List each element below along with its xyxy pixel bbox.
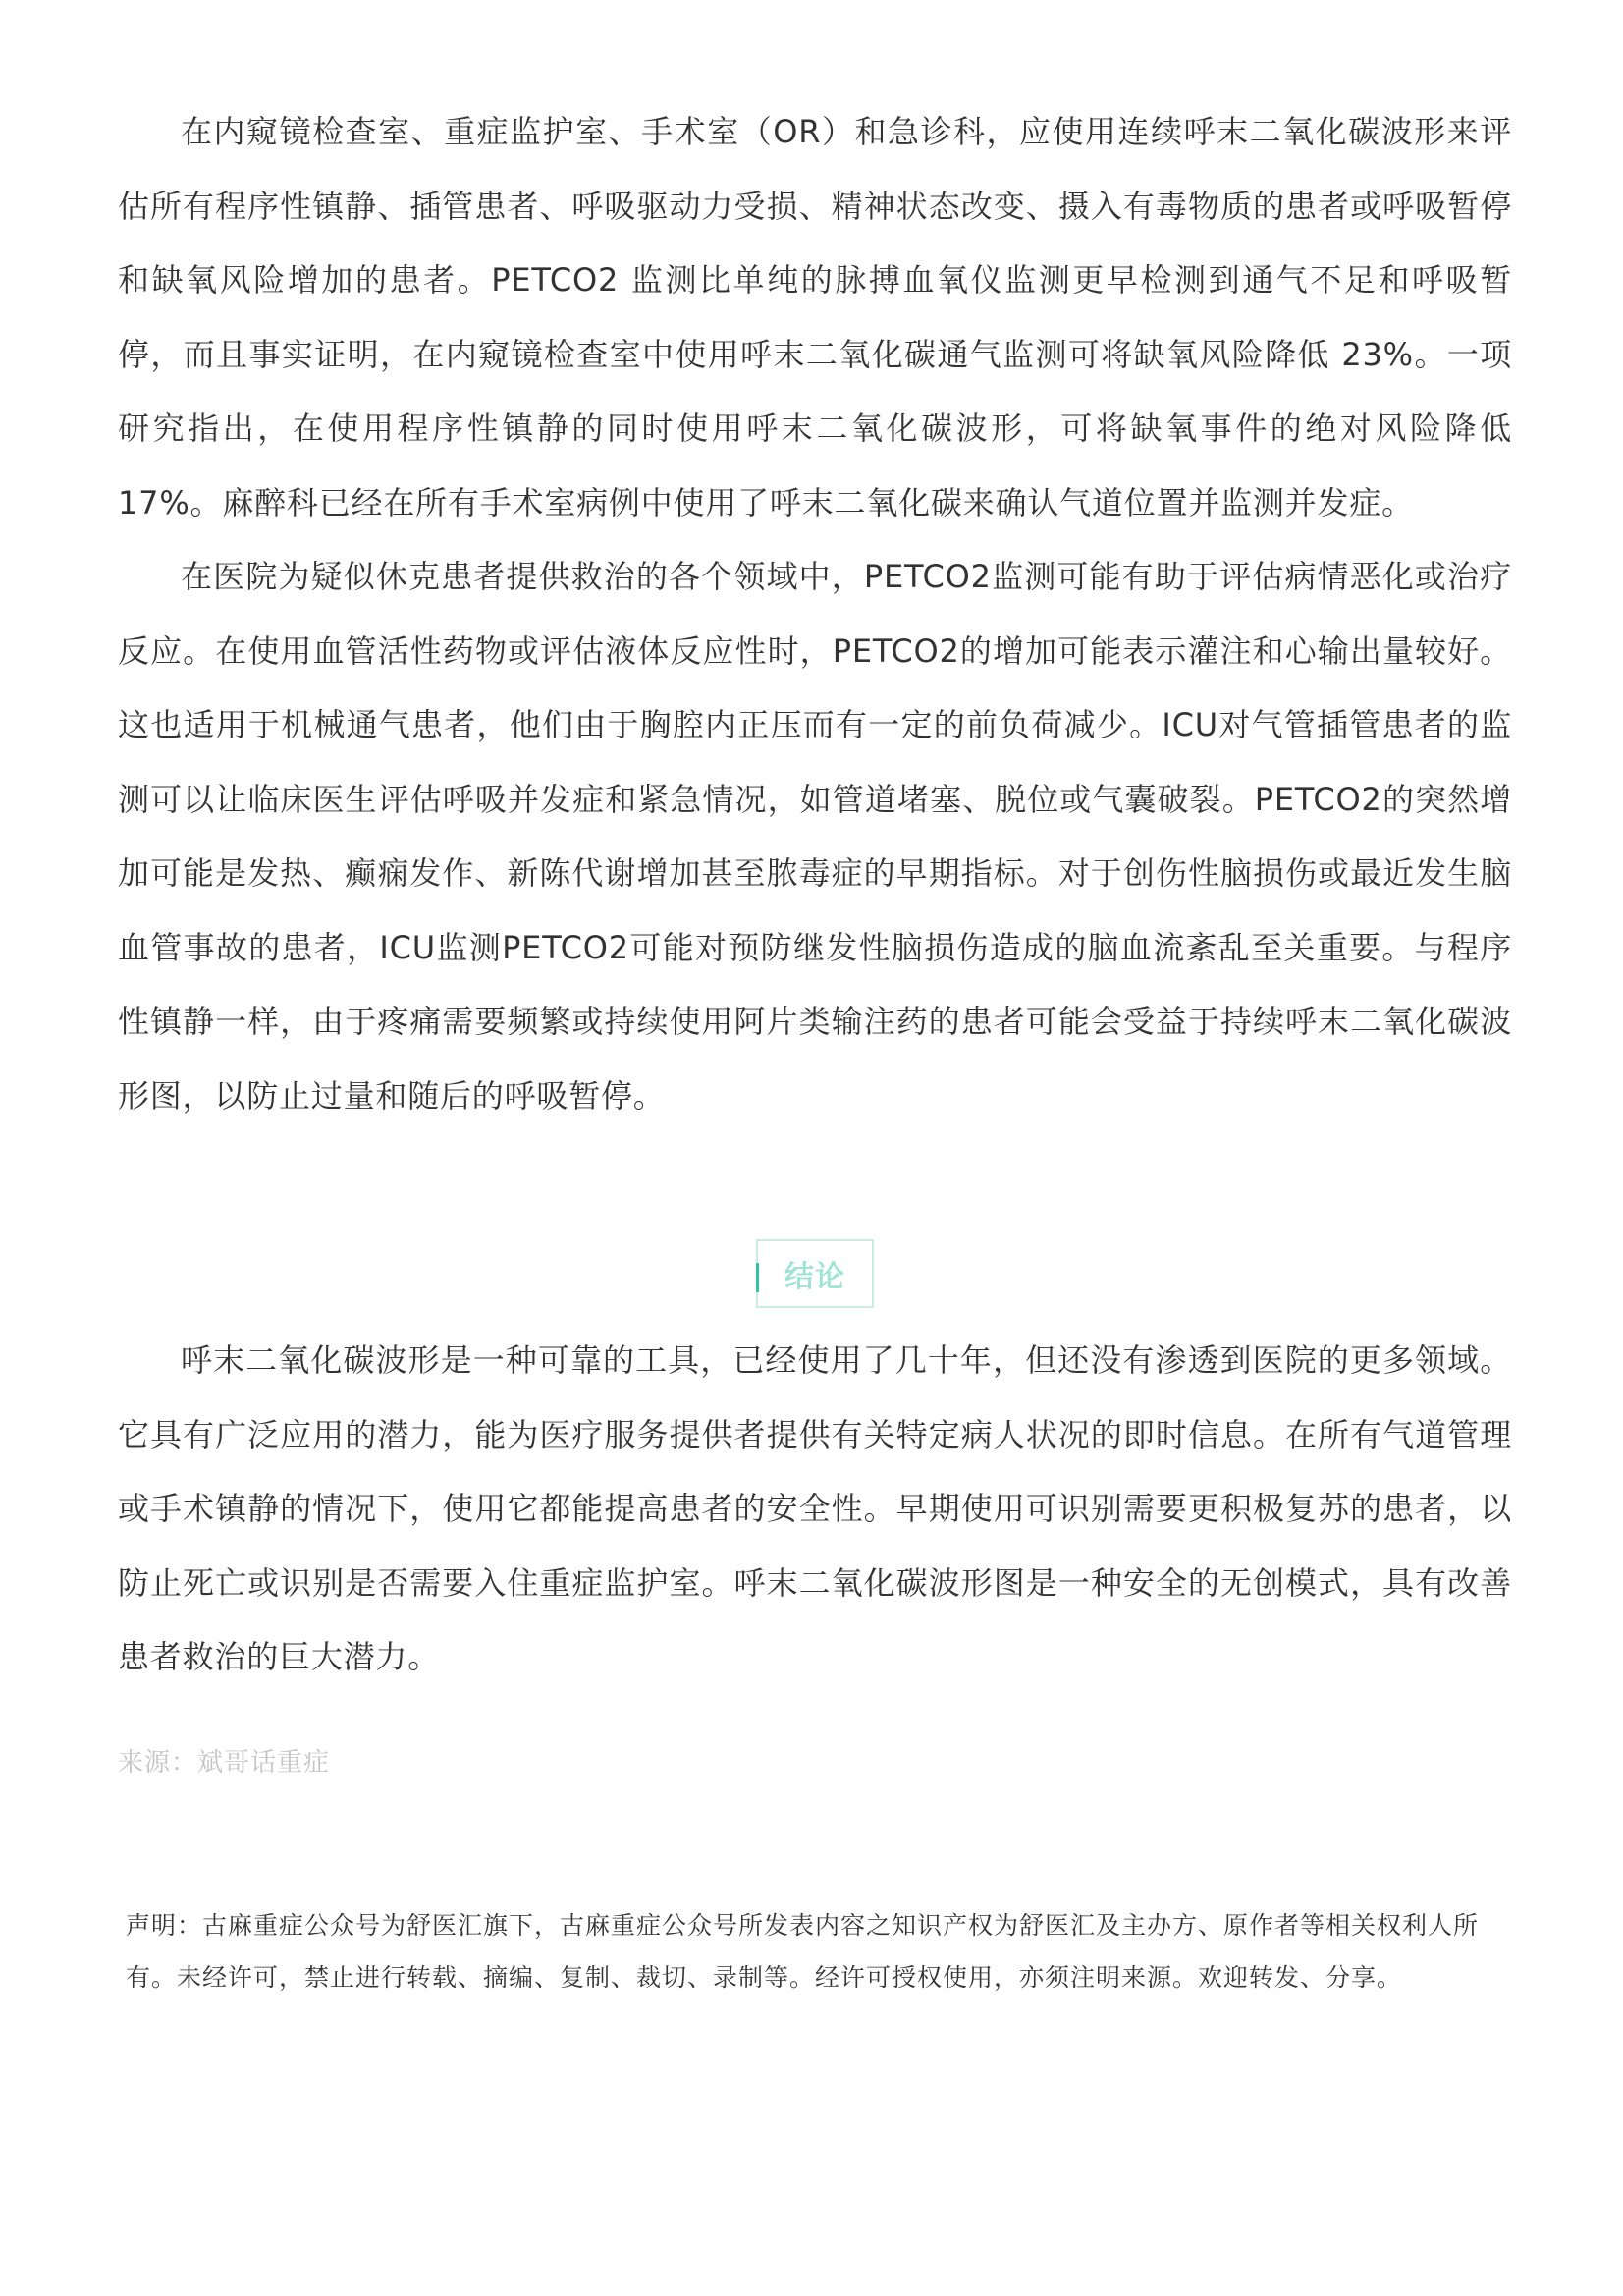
disclaimer: 声明：古麻重症公众号为舒医汇旗下，古麻重症公众号所发表内容之知识产权为舒医汇及主办方、原作者等相关权利人所有。未经许可，禁止进行转载、摘编、复制、裁切、录制等。经许可授权使用，亦须注明来源。欢迎转发、分享。 (126, 1911, 1480, 1992)
conclusion-heading-box (756, 1239, 874, 1308)
body-paragraph-1: 在内窥镜检查室、重症监护室、手术室（OR）和急诊科，应使用连续呼末二氧化碳波形来评估所有程序性镇静、插管患者、呼吸驱动力受损、精神状态改变、摄入有毒物质的患者或呼吸暂停和缺氧风险增加的患者。PETCO2 监测比单纯的脉搏血氧仪监测更早检测到通气不足和呼吸暂停，而且事实证明，在内窥镜检查室中使用呼末二氧化碳通气监测可将缺氧风险降低 23%。一项研究指出，在使用程序性镇静的同时使用呼末二氧化碳波形，可将缺氧事件的绝对风险降低 17%。麻醉科已经在所有手术室病例中使用了呼末二氧化碳来确认气道位置并监测并发症。 (118, 113, 1512, 521)
body-paragraph-2: 在医院为疑似休克患者提供救治的各个领域中，PETCO2监测可能有助于评估病情恶化或治疗反应。在使用血管活性药物或评估液体反应性时，PETCO2的增加可能表示灌注和心输出量较好。这也适用于机械通气患者，他们由于胸腔内正压而有一定的前负荷减少。ICU对气管插管患者的监测可以让临床医生评估呼吸并发症和紧急情况，如管道堵塞、脱位或气囊破裂。PETCO2的突然增加可能是发热、癫痫发作、新陈代谢增加甚至脓毒症的早期指标。对于创伤性脑损伤或最近发生脑血管事故的患者，ICU监测PETCO2可能对预防继发性脑损伤造成的脑血流紊乱至关重要。与程序性镇静一样，由于疼痛需要频繁或持续使用阿片类输注药的患者可能会受益于持续呼末二氧化碳波形图，以防止过量和随后的呼吸暂停。 (118, 558, 1512, 1115)
conclusion-paragraph: 呼末二氧化碳波形是一种可靠的工具，已经使用了几十年，但还没有渗透到医院的更多领域。它具有广泛应用的潜力，能为医疗服务提供者提供有关特定病人状况的即时信息。在所有气道管理或手术镇静的情况下，使用它都能提高患者的安全性。早期使用可识别需要更积极复苏的患者，以防止死亡或识别是否需要入住重症监护室。呼末二氧化碳波形图是一种安全的无创模式，具有改善患者救治的巨大潜力。 (118, 1341, 1512, 1675)
source-credit: 来源：斌哥话重症 (118, 1747, 331, 1777)
conclusion-heading (118, 1239, 1512, 1310)
heading-accent-bar (756, 1263, 759, 1292)
article-content (118, 95, 1512, 1778)
conclusion-heading-text: 结论 (784, 1260, 845, 1294)
